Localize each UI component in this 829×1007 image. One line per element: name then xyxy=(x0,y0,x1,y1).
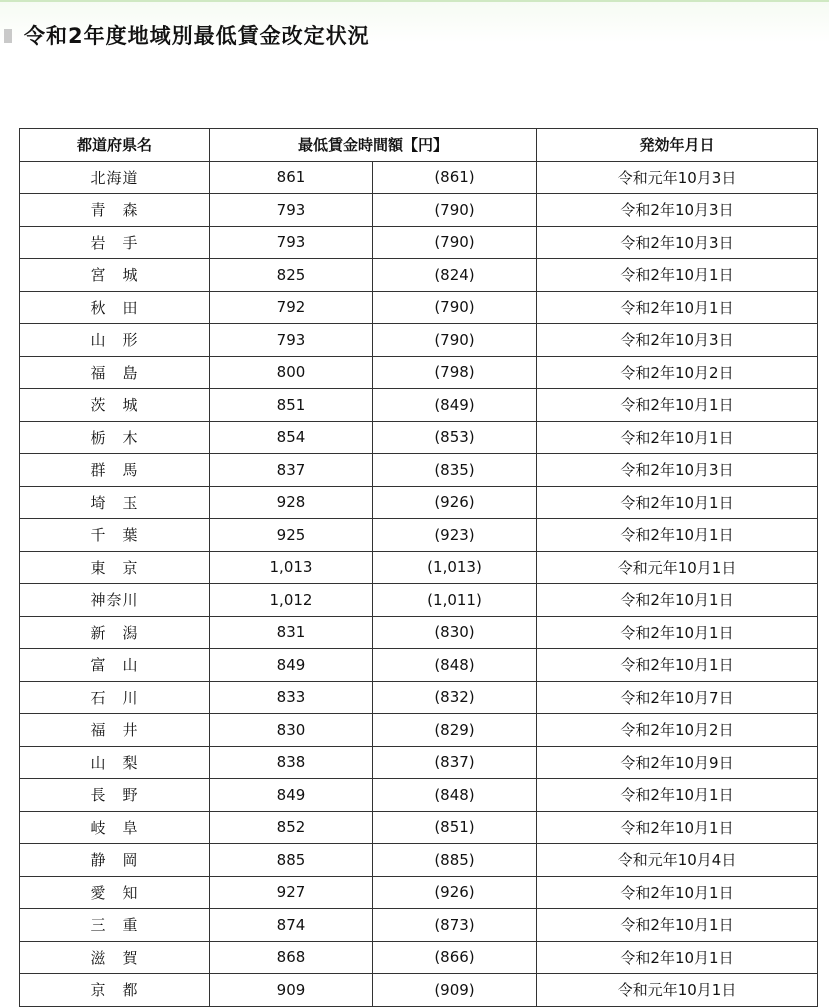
current-wage-cell: 861 xyxy=(210,161,373,194)
prefecture-cell: 富 山 xyxy=(20,649,210,682)
current-wage-cell: 928 xyxy=(210,486,373,519)
prefecture-cell: 愛 知 xyxy=(20,876,210,909)
table-header-row xyxy=(20,129,818,162)
previous-wage-cell: (926) xyxy=(373,876,537,909)
previous-wage-cell: (798) xyxy=(373,356,537,389)
previous-wage-cell: (851) xyxy=(373,811,537,844)
current-wage-cell: 1,013 xyxy=(210,551,373,584)
prefecture-cell: 静 岡 xyxy=(20,844,210,877)
effective-date-cell: 令和2年10月1日 xyxy=(537,421,818,454)
prefecture-cell: 岐 阜 xyxy=(20,811,210,844)
table-row xyxy=(20,454,818,487)
effective-date-cell: 令和2年10月1日 xyxy=(537,779,818,812)
current-wage-cell: 830 xyxy=(210,714,373,747)
current-wage-cell: 909 xyxy=(210,974,373,1007)
current-wage-cell: 874 xyxy=(210,909,373,942)
table-row xyxy=(20,324,818,357)
previous-wage-cell: (885) xyxy=(373,844,537,877)
minimum-wage-table xyxy=(19,128,818,1007)
previous-wage-cell: (873) xyxy=(373,909,537,942)
current-wage-cell: 849 xyxy=(210,649,373,682)
previous-wage-cell: (923) xyxy=(373,519,537,552)
table-row xyxy=(20,259,818,292)
effective-date-cell: 令和元年10月4日 xyxy=(537,844,818,877)
table-row xyxy=(20,811,818,844)
effective-date-cell: 令和2年10月3日 xyxy=(537,194,818,227)
current-wage-cell: 831 xyxy=(210,616,373,649)
table-row xyxy=(20,844,818,877)
effective-date-cell: 令和2年10月1日 xyxy=(537,941,818,974)
previous-wage-cell: (866) xyxy=(373,941,537,974)
previous-wage-cell: (830) xyxy=(373,616,537,649)
header-prefecture: 都道府県名 xyxy=(20,129,210,162)
previous-wage-cell: (824) xyxy=(373,259,537,292)
previous-wage-cell: (848) xyxy=(373,779,537,812)
prefecture-cell: 三 重 xyxy=(20,909,210,942)
current-wage-cell: 849 xyxy=(210,779,373,812)
effective-date-cell: 令和2年10月1日 xyxy=(537,584,818,617)
current-wage-cell: 852 xyxy=(210,811,373,844)
prefecture-cell: 福 島 xyxy=(20,356,210,389)
previous-wage-cell: (790) xyxy=(373,324,537,357)
current-wage-cell: 927 xyxy=(210,876,373,909)
effective-date-cell: 令和2年10月3日 xyxy=(537,454,818,487)
effective-date-cell: 令和2年10月1日 xyxy=(537,876,818,909)
previous-wage-cell: (926) xyxy=(373,486,537,519)
table-row xyxy=(20,519,818,552)
prefecture-cell: 青 森 xyxy=(20,194,210,227)
prefecture-cell: 福 井 xyxy=(20,714,210,747)
prefecture-cell: 茨 城 xyxy=(20,389,210,422)
table-row xyxy=(20,941,818,974)
prefecture-cell: 滋 賀 xyxy=(20,941,210,974)
table-row xyxy=(20,779,818,812)
prefecture-cell: 山 形 xyxy=(20,324,210,357)
table-row xyxy=(20,226,818,259)
previous-wage-cell: (1,013) xyxy=(373,551,537,584)
current-wage-cell: 825 xyxy=(210,259,373,292)
current-wage-cell: 833 xyxy=(210,681,373,714)
current-wage-cell: 838 xyxy=(210,746,373,779)
effective-date-cell: 令和2年10月1日 xyxy=(537,649,818,682)
current-wage-cell: 800 xyxy=(210,356,373,389)
previous-wage-cell: (837) xyxy=(373,746,537,779)
prefecture-cell: 北海道 xyxy=(20,161,210,194)
previous-wage-cell: (1,011) xyxy=(373,584,537,617)
prefecture-cell: 埼 玉 xyxy=(20,486,210,519)
current-wage-cell: 793 xyxy=(210,226,373,259)
current-wage-cell: 837 xyxy=(210,454,373,487)
header-wage: 最低賃金時間額【円】 xyxy=(210,129,537,162)
table-row xyxy=(20,389,818,422)
effective-date-cell: 令和2年10月1日 xyxy=(537,259,818,292)
prefecture-cell: 新 潟 xyxy=(20,616,210,649)
title-marker xyxy=(4,29,12,43)
effective-date-cell: 令和2年10月1日 xyxy=(537,291,818,324)
prefecture-cell: 秋 田 xyxy=(20,291,210,324)
effective-date-cell: 令和2年10月1日 xyxy=(537,616,818,649)
current-wage-cell: 868 xyxy=(210,941,373,974)
prefecture-cell: 岩 手 xyxy=(20,226,210,259)
current-wage-cell: 925 xyxy=(210,519,373,552)
effective-date-cell: 令和2年10月3日 xyxy=(537,324,818,357)
table-row xyxy=(20,356,818,389)
current-wage-cell: 885 xyxy=(210,844,373,877)
effective-date-cell: 令和2年10月1日 xyxy=(537,486,818,519)
title-bar xyxy=(0,0,829,60)
effective-date-cell: 令和元年10月1日 xyxy=(537,551,818,584)
previous-wage-cell: (829) xyxy=(373,714,537,747)
prefecture-cell: 千 葉 xyxy=(20,519,210,552)
table-row xyxy=(20,616,818,649)
prefecture-cell: 山 梨 xyxy=(20,746,210,779)
effective-date-cell: 令和2年10月2日 xyxy=(537,714,818,747)
effective-date-cell: 令和2年10月1日 xyxy=(537,811,818,844)
effective-date-cell: 令和2年10月1日 xyxy=(537,519,818,552)
effective-date-cell: 令和2年10月7日 xyxy=(537,681,818,714)
prefecture-cell: 長 野 xyxy=(20,779,210,812)
table-row xyxy=(20,681,818,714)
prefecture-cell: 石 川 xyxy=(20,681,210,714)
prefecture-cell: 東 京 xyxy=(20,551,210,584)
table-row xyxy=(20,714,818,747)
header-effective-date: 発効年月日 xyxy=(537,129,818,162)
table-row xyxy=(20,161,818,194)
effective-date-cell: 令和元年10月3日 xyxy=(537,161,818,194)
table-row xyxy=(20,584,818,617)
prefecture-cell: 京 都 xyxy=(20,974,210,1007)
current-wage-cell: 851 xyxy=(210,389,373,422)
table-row xyxy=(20,909,818,942)
table-row xyxy=(20,486,818,519)
effective-date-cell: 令和2年10月1日 xyxy=(537,909,818,942)
prefecture-cell: 栃 木 xyxy=(20,421,210,454)
table-row xyxy=(20,291,818,324)
previous-wage-cell: (909) xyxy=(373,974,537,1007)
previous-wage-cell: (790) xyxy=(373,194,537,227)
prefecture-cell: 宮 城 xyxy=(20,259,210,292)
previous-wage-cell: (848) xyxy=(373,649,537,682)
effective-date-cell: 令和元年10月1日 xyxy=(537,974,818,1007)
current-wage-cell: 1,012 xyxy=(210,584,373,617)
previous-wage-cell: (832) xyxy=(373,681,537,714)
page-title: 令和2年度地域別最低賃金改定状況 xyxy=(24,24,370,48)
effective-date-cell: 令和2年10月2日 xyxy=(537,356,818,389)
table-row xyxy=(20,649,818,682)
effective-date-cell: 令和2年10月1日 xyxy=(537,389,818,422)
prefecture-cell: 群 馬 xyxy=(20,454,210,487)
table-row xyxy=(20,551,818,584)
current-wage-cell: 793 xyxy=(210,194,373,227)
prefecture-cell: 神奈川 xyxy=(20,584,210,617)
previous-wage-cell: (790) xyxy=(373,226,537,259)
table-body xyxy=(20,161,818,1006)
effective-date-cell: 令和2年10月3日 xyxy=(537,226,818,259)
previous-wage-cell: (861) xyxy=(373,161,537,194)
previous-wage-cell: (790) xyxy=(373,291,537,324)
current-wage-cell: 854 xyxy=(210,421,373,454)
previous-wage-cell: (853) xyxy=(373,421,537,454)
table-row xyxy=(20,421,818,454)
previous-wage-cell: (849) xyxy=(373,389,537,422)
current-wage-cell: 792 xyxy=(210,291,373,324)
previous-wage-cell: (835) xyxy=(373,454,537,487)
table-row xyxy=(20,746,818,779)
table-row xyxy=(20,876,818,909)
table-row xyxy=(20,194,818,227)
effective-date-cell: 令和2年10月9日 xyxy=(537,746,818,779)
current-wage-cell: 793 xyxy=(210,324,373,357)
table-row xyxy=(20,974,818,1007)
